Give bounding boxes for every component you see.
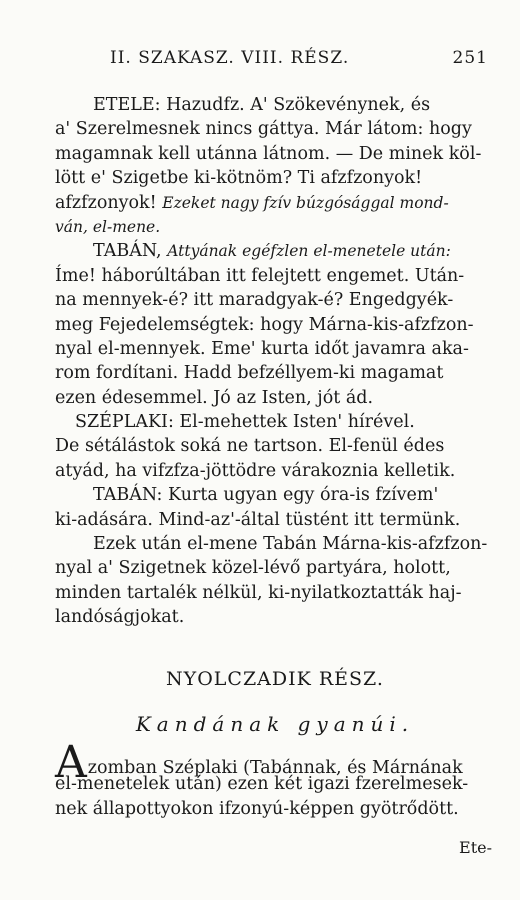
text-segment: afzfzonyok! xyxy=(55,192,157,213)
text-line: nyal a' Szigetnek közel-lévő partyára, holott, xyxy=(55,558,451,579)
stage-direction: ván, el-mene. xyxy=(55,217,161,236)
text-line: el-menetelek után) ezen két igazi fzerelmesek- xyxy=(55,774,469,795)
text-line: a' Szerelmesnek nincs gáttya. Már látom: hogy xyxy=(55,119,472,140)
section-title: NYOLCZADIK RÉSZ. xyxy=(166,668,384,690)
text-line xyxy=(55,191,495,215)
text-line: ki-adására. Mind-az'-által tüstént itt termünk. xyxy=(55,509,461,530)
text-line: nyal el-mennyek. Eme' kurta időt javamra aka- xyxy=(55,338,469,359)
text-line: TABÁN: Kurta ugyan egy óra-is fzívem' xyxy=(93,485,439,506)
text-line xyxy=(55,239,495,263)
text-line: SZÉPLAKI: El-mehettek Isten' hírével. xyxy=(75,412,415,433)
speaker-name: TABÁN, xyxy=(93,241,162,262)
text-line: rom fordítani. Hadd befzéllyem-ki magamat xyxy=(55,363,444,384)
body-text xyxy=(55,93,495,630)
text-line: atyád, ha vifzfza-jöttödre várakoznia kelletik. xyxy=(55,460,456,481)
drop-cap: A xyxy=(55,737,87,788)
text-line: lött e' Szigetbe ki-kötnöm? Ti afzfzonyok! xyxy=(55,168,423,189)
final-paragraph xyxy=(55,737,495,821)
text-line: meg Fejedelemségtek: hogy Márna-kis-afzfzon- xyxy=(55,314,474,335)
stage-direction: Attyának egéfzlen el-menetele után: xyxy=(167,242,451,261)
text-line: ezen édesemmel. Jó az Isten, jót ád. xyxy=(55,387,374,408)
text-line: landóságjokat. xyxy=(55,607,185,628)
page-header xyxy=(50,48,490,78)
running-head: II. SZAKASZ. VIII. RÉSZ. xyxy=(110,48,350,68)
catchword: Ete- xyxy=(459,838,492,857)
text-line: ETELE: Hazudfz. A' Szökevénynek, és xyxy=(93,95,431,115)
text-line: magamnak kell utánna látnom. — De minek köl- xyxy=(55,143,482,164)
text-line: nek állapottyokon ifzonyú-képpen gyötrődött. xyxy=(55,798,459,819)
text-segment: zomban Széplaki (Tabánnak, és Márnának xyxy=(87,758,463,778)
text-line: na mennyek-é? itt maradgyak-é? Engedgyék- xyxy=(55,290,454,311)
stage-direction: Ezeket nagy fzív búzgósággal mond- xyxy=(162,193,449,212)
page-number: 251 xyxy=(452,48,488,68)
text-line: minden tartalék nélkül, ki-nyilatkoztatták haj- xyxy=(55,582,462,603)
text-line: Ezek után el-mene Tabán Márna-kis-afzfzon- xyxy=(93,534,488,555)
text-line: Íme! háborúltában itt felejtett engemet. Után- xyxy=(55,265,465,286)
section-subtitle: Kandának gyanúi. xyxy=(135,712,415,736)
text-line: De sétálástok soká ne tartson. El-fenül édes xyxy=(55,436,445,457)
